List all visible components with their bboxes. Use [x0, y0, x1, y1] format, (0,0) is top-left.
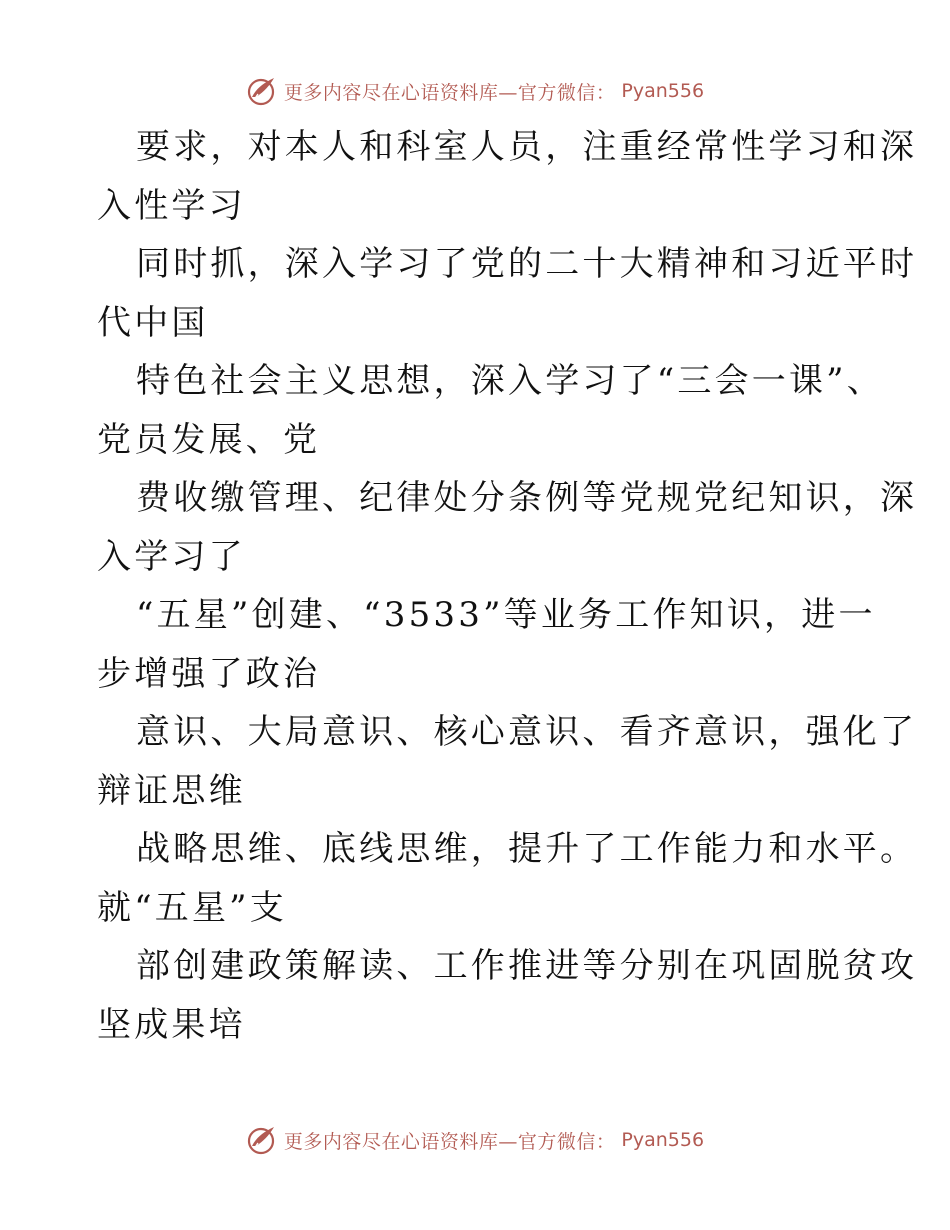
text-line: 部创建政策解读、工作推进等分别在巩固脱贫攻: [136, 946, 918, 986]
document-body: [97, 118, 918, 1054]
footer-watermark: [0, 1120, 950, 1160]
quill-pen-logo-icon: [246, 1124, 278, 1156]
watermark-text: 更多内容尽在心语资料库—官方微信：: [283, 1130, 616, 1153]
watermark-account: Pyan556: [621, 1129, 705, 1151]
text-line: 入性学习: [97, 185, 246, 226]
text-line: 入学习了: [97, 536, 246, 577]
quill-pen-logo-icon: [246, 75, 278, 107]
text-line: 党员发展、党: [97, 419, 321, 460]
watermark-account: Pyan556: [621, 80, 705, 102]
text-line: 要求，对本人和科室人员，注重经常性学习和深: [136, 127, 918, 167]
text-line: 辩证思维: [97, 770, 246, 811]
text-line: 代中国: [97, 302, 209, 343]
header-watermark: [0, 71, 950, 111]
text-line: 步增强了政治: [97, 653, 321, 694]
text-line: 费收缴管理、纪律处分条例等党规党纪知识，深: [136, 478, 918, 518]
text-line: 就“五星”支: [97, 887, 287, 928]
text-line: 意识、大局意识、核心意识、看齐意识，强化了: [136, 712, 918, 752]
text-line: 坚成果培: [97, 1004, 246, 1045]
watermark-text: 更多内容尽在心语资料库—官方微信：: [283, 81, 616, 104]
text-line: “五星”创建、“3533”等业务工作知识，进一: [136, 595, 876, 635]
text-line: 战略思维、底线思维，提升了工作能力和水平。: [136, 829, 918, 869]
text-line: 同时抓，深入学习了党的二十大精神和习近平时: [136, 244, 918, 284]
text-line: 特色社会主义思想，深入学习了“三会一课”、: [136, 361, 884, 401]
